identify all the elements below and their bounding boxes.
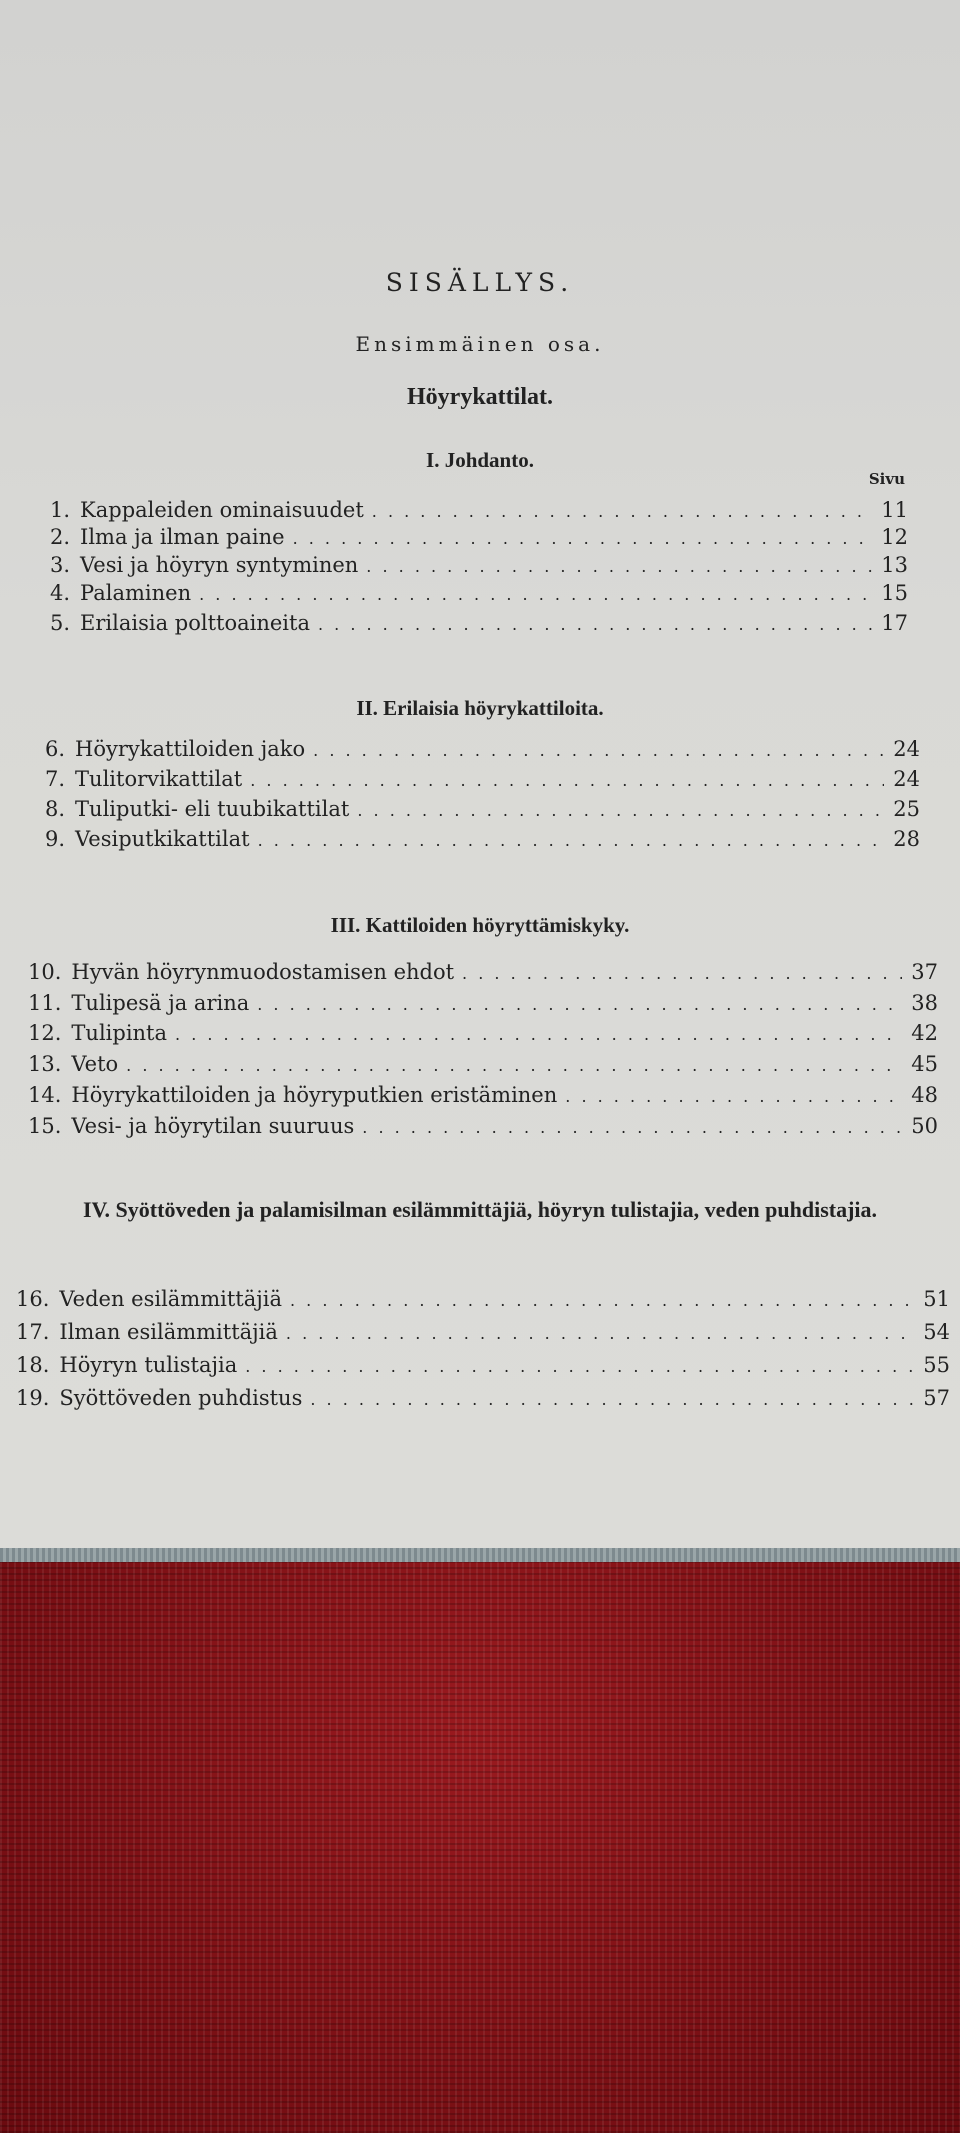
- entry-number: 1.: [50, 498, 71, 522]
- entry-title: Höyrykattiloiden ja höyryputkien eristäminen: [71, 1083, 558, 1107]
- toc-entry[interactable]: [45, 767, 920, 795]
- entry-number: 15.: [28, 1114, 62, 1138]
- book-binding-edge: [0, 1548, 960, 1562]
- toc-entry[interactable]: [16, 1353, 950, 1381]
- entry-number: 18.: [16, 1353, 50, 1377]
- entry-title: Höyryn tulistajia: [59, 1353, 238, 1377]
- toc-entry[interactable]: [50, 581, 908, 609]
- entry-number: 8.: [45, 797, 66, 821]
- entry-page-number: 15: [881, 581, 908, 605]
- toc-entry[interactable]: [45, 797, 920, 825]
- entry-page-number: 12: [881, 525, 908, 549]
- toc-entry[interactable]: [50, 611, 908, 639]
- toc-entry[interactable]: [50, 525, 908, 553]
- entry-number: 11.: [28, 991, 62, 1015]
- entry-title: Vesiputkikattilat: [75, 827, 250, 851]
- toc-entry[interactable]: [28, 1021, 938, 1049]
- entry-page-number: 13: [881, 553, 908, 577]
- leader-dots: [175, 1025, 902, 1044]
- entry-title: Veden esilämmittäjiä: [59, 1287, 282, 1311]
- entry-number: 4.: [50, 581, 71, 605]
- toc-entry[interactable]: [16, 1287, 950, 1315]
- entry-title: Hyvän höyrynmuodostamisen ehdot: [71, 960, 455, 984]
- entry-title: Palaminen: [80, 581, 192, 605]
- part-title: Höyrykattilat.: [407, 384, 553, 410]
- entry-page-number: 28: [893, 827, 920, 851]
- entry-number: 14.: [28, 1083, 62, 1107]
- leader-dots: [126, 1056, 902, 1075]
- toc-entry[interactable]: [16, 1386, 950, 1414]
- entry-page-number: 17: [881, 611, 908, 635]
- section-heading: II. Erilaisia höyrykattiloita.: [356, 696, 604, 720]
- entry-title: Tulipesä ja arina: [71, 991, 250, 1015]
- entry-number: 5.: [50, 611, 71, 635]
- leader-dots: [462, 964, 902, 983]
- entry-title: Tulipinta: [71, 1021, 168, 1045]
- entry-page-number: 55: [923, 1353, 950, 1377]
- entry-title: Veto: [71, 1052, 119, 1076]
- leader-dots: [290, 1291, 914, 1310]
- entry-number: 16.: [16, 1287, 50, 1311]
- leader-dots: [366, 557, 872, 576]
- entry-number: 10.: [28, 960, 62, 984]
- entry-page-number: 57: [923, 1386, 950, 1410]
- entry-number: 6.: [45, 737, 66, 761]
- toc-entry[interactable]: [28, 960, 938, 988]
- leader-dots: [257, 995, 902, 1014]
- section-heading: IV. Syöttöveden ja palamisilman esilämmittäjiä, höyryn tulistajia, veden puhdistajia.: [82, 1197, 878, 1222]
- toc-entry[interactable]: [16, 1320, 950, 1348]
- entry-title: Syöttöveden puhdistus: [59, 1386, 303, 1410]
- leader-dots: [357, 801, 884, 820]
- entry-page-number: 38: [911, 991, 938, 1015]
- entry-page-number: 45: [911, 1052, 938, 1076]
- entry-number: 7.: [45, 767, 66, 791]
- entry-page-number: 48: [911, 1083, 938, 1107]
- entry-title: Kappaleiden ominaisuudet: [80, 498, 364, 522]
- entry-page-number: 51: [923, 1287, 950, 1311]
- entry-number: 2.: [50, 525, 71, 549]
- entry-page-number: 50: [911, 1114, 938, 1138]
- entry-title: Tuliputki- eli tuubikattilat: [75, 797, 350, 821]
- leader-dots: [310, 1390, 914, 1409]
- toc-entry[interactable]: [28, 991, 938, 1019]
- toc-entry[interactable]: [45, 827, 920, 855]
- part-label: Ensimmäinen osa.: [355, 332, 605, 356]
- entry-title: Erilaisia polttoaineita: [80, 611, 310, 635]
- leader-dots: [372, 502, 872, 521]
- toc-entry[interactable]: [28, 1052, 938, 1080]
- toc-entry[interactable]: [45, 737, 920, 765]
- entry-number: 19.: [16, 1386, 50, 1410]
- leader-dots: [245, 1357, 914, 1376]
- entry-page-number: 37: [911, 960, 938, 984]
- leader-dots: [286, 1324, 914, 1343]
- entry-page-number: 42: [911, 1021, 938, 1045]
- leader-dots: [313, 741, 884, 760]
- entry-number: 13.: [28, 1052, 62, 1076]
- entry-number: 3.: [50, 553, 71, 577]
- entry-number: 12.: [28, 1021, 62, 1045]
- leader-dots: [199, 585, 872, 604]
- entry-title: Ilma ja ilman paine: [80, 525, 285, 549]
- page-column-label: Sivu: [868, 470, 905, 488]
- entry-title: Höyrykattiloiden jako: [75, 737, 306, 761]
- leader-dots: [250, 771, 884, 790]
- toc-entry[interactable]: [28, 1083, 938, 1111]
- entry-number: 9.: [45, 827, 66, 851]
- section-heading: III. Kattiloiden höyryttämiskyky.: [330, 913, 630, 937]
- entry-page-number: 24: [893, 767, 920, 791]
- red-fabric-background: [0, 1562, 960, 2133]
- leader-dots: [565, 1087, 902, 1106]
- toc-entry[interactable]: [50, 553, 908, 581]
- entry-title: Vesi ja höyryn syntyminen: [80, 553, 359, 577]
- entry-page-number: 24: [893, 737, 920, 761]
- leader-dots: [258, 831, 884, 850]
- entry-page-number: 54: [923, 1320, 950, 1344]
- entry-page-number: 25: [893, 797, 920, 821]
- entry-page-number: 11: [881, 498, 908, 522]
- entry-number: 17.: [16, 1320, 50, 1344]
- entry-title: Vesi- ja höyrytilan suuruus: [71, 1114, 355, 1138]
- entry-title: Ilman esilämmittäjiä: [59, 1320, 278, 1344]
- leader-dots: [293, 529, 872, 548]
- toc-entry[interactable]: [50, 498, 908, 526]
- toc-title: SISÄLLYS.: [385, 268, 575, 297]
- toc-entry[interactable]: [28, 1114, 938, 1142]
- entry-title: Tulitorvikattilat: [75, 767, 243, 791]
- leader-dots: [362, 1118, 902, 1137]
- leader-dots: [318, 615, 872, 634]
- section-heading: I. Johdanto.: [426, 448, 534, 472]
